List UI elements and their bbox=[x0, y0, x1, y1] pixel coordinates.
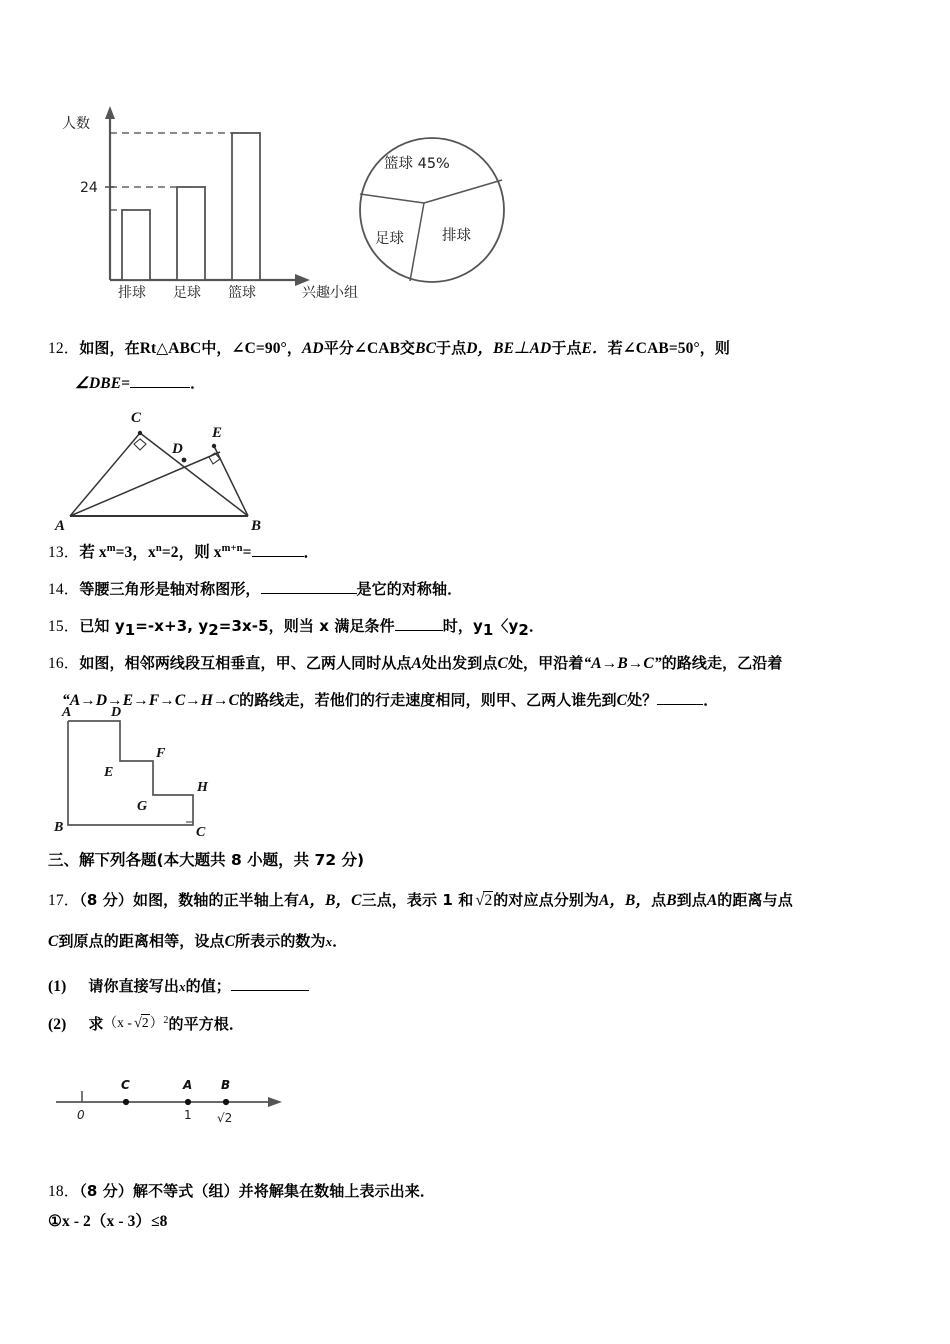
vertex-dot-d bbox=[182, 458, 187, 463]
statistics-svg bbox=[52, 88, 552, 313]
q12-text-g: 平分 bbox=[323, 339, 354, 357]
q15-sub-3: 1 bbox=[482, 621, 494, 640]
q12-answer-blank[interactable] bbox=[130, 387, 190, 388]
staircase-label-g: G bbox=[137, 799, 148, 814]
bar-basketball bbox=[232, 133, 260, 280]
q12-number: 12． bbox=[48, 340, 80, 357]
y-tick-24: 24 bbox=[80, 180, 98, 196]
q12-be-ad: BE⊥AD bbox=[493, 340, 552, 357]
figure-statistics-charts bbox=[52, 88, 552, 313]
q16-text-c: 处出发到点 bbox=[421, 654, 498, 672]
q17-part2-exponent: 2 bbox=[163, 1015, 169, 1026]
bar-soccer bbox=[177, 187, 205, 280]
q15-answer-blank[interactable] bbox=[395, 630, 443, 631]
q17-text-b2: 到原点的距离相等，设点 bbox=[58, 932, 225, 950]
q15-period: ． bbox=[528, 617, 545, 635]
q13-sup-mn: m+n bbox=[221, 543, 243, 554]
q14-number: 14． bbox=[48, 581, 80, 598]
pie-label-soccer: 足球 bbox=[375, 231, 404, 247]
point-c-dot bbox=[123, 1099, 129, 1105]
q13-sup-m: m bbox=[106, 543, 116, 554]
q13-number: 13． bbox=[48, 544, 80, 562]
question-14 bbox=[48, 578, 462, 602]
pie-chart bbox=[360, 138, 504, 282]
q12-text-r: ，则 bbox=[699, 339, 730, 357]
question-16-line1 bbox=[48, 652, 782, 676]
bar-label-volleyball: 排球 bbox=[118, 285, 146, 301]
q12-text-p: 若 bbox=[607, 339, 623, 357]
figure-triangle-abc bbox=[48, 398, 328, 538]
q12-text-n: 于点 bbox=[551, 339, 582, 357]
q12-period: ． bbox=[190, 374, 206, 392]
q17-part1-label: (1) bbox=[48, 978, 67, 995]
q17-text-a: 如图，数轴的正半轴上有 bbox=[132, 891, 300, 909]
q12-angle-c: ∠C=90° bbox=[231, 340, 287, 357]
q17-sqrt2-inline bbox=[473, 888, 493, 913]
q17-text-d2: 所表示的数为 bbox=[235, 932, 326, 950]
q12-ad: AD bbox=[301, 340, 324, 357]
q17-part2-radicand: 2 bbox=[141, 1015, 149, 1031]
q18-inequality-1: ①x - 2（x - 3）≤8 bbox=[48, 1213, 168, 1230]
right-angle-mark-c bbox=[134, 439, 146, 450]
staircase-outline bbox=[68, 721, 193, 825]
q17-point-c2: C bbox=[48, 933, 59, 950]
staircase-label-e: E bbox=[104, 765, 114, 780]
q12-answer-prompt: ∠DBE= bbox=[75, 375, 131, 392]
question-17-line1 bbox=[48, 888, 793, 913]
q12-rt-abc: Rt△ABC bbox=[139, 340, 202, 357]
q13-period: ． bbox=[303, 544, 320, 562]
q15-text-e: 〈y bbox=[493, 617, 519, 635]
q17-part2-text-b: 的平方根． bbox=[168, 1015, 244, 1034]
q12-text-i: 交 bbox=[400, 339, 416, 357]
x-axis-label: 兴趣小组 bbox=[302, 285, 358, 301]
q17-text-c: 三点，表示 1 和 bbox=[361, 891, 474, 909]
q17-part1-text-b: 的值； bbox=[185, 977, 231, 995]
question-15 bbox=[48, 615, 544, 642]
q12-text-e: ， bbox=[286, 339, 302, 357]
q13-sup-n: n bbox=[155, 543, 162, 554]
tick-label-1: 1 bbox=[184, 1108, 192, 1122]
q17-point-a: A bbox=[706, 892, 718, 909]
radical-sign-icon-2: √ bbox=[134, 1015, 142, 1032]
q15-sub-2: 2 bbox=[208, 621, 219, 640]
label-c: C bbox=[131, 410, 142, 426]
staircase-label-h: H bbox=[197, 780, 208, 795]
q17-part1-text-a: 请你直接写出 bbox=[88, 977, 179, 995]
q16-route-yi: “A→D→E→F→C→H→C bbox=[62, 692, 240, 709]
vertex-dot-c bbox=[138, 431, 142, 435]
q13-text-b: =3，x bbox=[115, 544, 156, 562]
triangle-svg bbox=[48, 398, 328, 533]
question-17-line2 bbox=[48, 930, 347, 954]
q15-text-a: 已知 y bbox=[79, 617, 125, 635]
q15-text-b: =-x+3, y bbox=[135, 617, 209, 635]
pie-label-basketball: 篮球 45% bbox=[384, 156, 450, 172]
q17-point-b: B bbox=[666, 892, 677, 909]
q18-number: 18． bbox=[48, 1183, 80, 1200]
q16-text-a: 如图，相邻两线段互相垂直，甲、乙两人同时从点 bbox=[79, 654, 412, 672]
q13-text-c: =2，则 x bbox=[161, 544, 222, 562]
q17-variable-x: x bbox=[325, 934, 333, 949]
point-b-dot bbox=[223, 1099, 229, 1105]
label-d: D bbox=[172, 441, 183, 457]
staircase-label-b: B bbox=[54, 820, 64, 835]
question-12-line1 bbox=[48, 337, 730, 361]
number-line-arrow bbox=[268, 1097, 282, 1107]
tick-label-sqrt2: √2 bbox=[217, 1111, 233, 1125]
staircase-label-d: D bbox=[111, 705, 122, 720]
q16-answer-blank[interactable] bbox=[657, 704, 703, 705]
staircase-label-c: C bbox=[196, 825, 206, 838]
q17-point-c3: C bbox=[224, 933, 236, 950]
bar-label-basketball: 篮球 bbox=[228, 285, 256, 301]
segment-ac bbox=[70, 433, 140, 516]
q17-points-abc: A，B，C bbox=[299, 892, 362, 909]
q17-part2-label: (2) bbox=[48, 1016, 67, 1034]
q17-part2-text-a: 求 bbox=[88, 1015, 104, 1034]
q12-point-d: D， bbox=[466, 340, 494, 357]
q12-bc: BC bbox=[415, 340, 437, 357]
q17-part2-sqrt bbox=[132, 1013, 150, 1035]
q12-text-c: 中， bbox=[201, 339, 232, 357]
bar-label-soccer: 足球 bbox=[173, 285, 201, 301]
q14-text-a: 等腰三角形是轴对称图形， bbox=[79, 580, 261, 598]
q17-text-j: 的距离与点 bbox=[717, 891, 793, 909]
q13-text-a: 若 x bbox=[79, 544, 107, 562]
pie-label-volleyball: 排球 bbox=[442, 228, 471, 244]
section-heading: 三、解下列各题(本大题共 8 小题，共 72 分) bbox=[48, 851, 365, 869]
q12-text-k: 于点 bbox=[436, 339, 467, 357]
staircase-svg bbox=[48, 703, 258, 838]
question-18-line1 bbox=[48, 1180, 435, 1204]
q16-number: 16． bbox=[48, 655, 80, 672]
q16-point-a: A bbox=[411, 655, 422, 672]
q15-number: 15． bbox=[48, 618, 80, 635]
label-e: E bbox=[212, 425, 223, 441]
question-13 bbox=[48, 541, 319, 565]
point-c-label: C bbox=[121, 1078, 130, 1092]
q13-answer-blank[interactable] bbox=[252, 556, 304, 557]
q14-text-b: 是它的对称轴． bbox=[356, 580, 463, 598]
q17-score: （8 分） bbox=[79, 891, 133, 909]
q17-text-d: 的对应点分别为 bbox=[493, 891, 599, 909]
figure-staircase bbox=[48, 703, 258, 843]
q16-period: ． bbox=[703, 691, 719, 709]
segment-cb bbox=[140, 433, 248, 516]
origin-label: 0 bbox=[77, 1108, 85, 1122]
point-b-label: B bbox=[221, 1078, 231, 1092]
q12-point-e: E． bbox=[581, 340, 608, 357]
q16-point-c: C bbox=[497, 655, 508, 672]
q16-text-g: 的路线走，乙沿着 bbox=[661, 654, 783, 672]
point-a-label: A bbox=[183, 1078, 193, 1092]
number-line-svg bbox=[48, 1078, 308, 1138]
q14-answer-blank[interactable] bbox=[261, 593, 357, 594]
question-18-line2 bbox=[48, 1210, 167, 1234]
segment-be bbox=[214, 446, 248, 516]
q17-part1-x: x bbox=[178, 979, 186, 994]
q18-score: （8 分） bbox=[79, 1182, 133, 1200]
staircase-label-f: F bbox=[156, 746, 166, 761]
q15-text-d: 时，y bbox=[442, 617, 483, 635]
y-axis-arrow bbox=[105, 106, 115, 119]
q17-text-f: 点 bbox=[651, 891, 667, 909]
q16-text-e: 处，甲沿着 bbox=[507, 654, 584, 672]
q17-text-h: 到点 bbox=[676, 891, 707, 909]
vertex-dot-e bbox=[212, 444, 216, 448]
q12-angle-cab: ∠CAB bbox=[353, 340, 401, 357]
label-b: B bbox=[251, 518, 262, 533]
q17-period: ． bbox=[332, 932, 348, 950]
q16-text-d2: 处？ bbox=[627, 691, 658, 709]
y-axis-label: 人数 bbox=[62, 116, 90, 132]
q18-text-a: 解不等式（组）并将解集在数轴上表示出来． bbox=[132, 1182, 435, 1200]
question-17-part1 bbox=[48, 975, 309, 999]
q12-angle-cab-50: ∠CAB=50° bbox=[622, 340, 700, 357]
bar-volleyball bbox=[122, 210, 150, 280]
question-12-line2 bbox=[75, 372, 205, 396]
segment-ad-e bbox=[70, 452, 220, 516]
q17-radicand: 2 bbox=[484, 892, 493, 909]
q16-route-jia: “A→B→C” bbox=[583, 655, 662, 672]
q16-point-c2: C bbox=[616, 692, 628, 709]
radical-sign-icon: √ bbox=[475, 891, 485, 909]
q15-sub-4: 2 bbox=[518, 621, 529, 640]
q12-text-a: 如图，在 bbox=[79, 339, 140, 357]
q17-part2-expr-close: ） bbox=[149, 1015, 164, 1031]
label-a: A bbox=[55, 518, 66, 533]
q16-text-b2: 的路线走，若他们的行走速度相同，则甲、乙两人谁先到 bbox=[239, 691, 617, 709]
q17-part1-answer-blank[interactable] bbox=[231, 990, 309, 991]
q15-sub-1: 1 bbox=[124, 621, 136, 640]
staircase-label-a: A bbox=[62, 705, 72, 720]
q13-text-d: = bbox=[242, 544, 252, 562]
question-17-part2 bbox=[48, 1013, 244, 1037]
figure-number-line bbox=[48, 1078, 308, 1143]
q17-number: 17． bbox=[48, 892, 80, 909]
q15-text-c: =3x-5，则当 x 满足条件 bbox=[218, 617, 395, 635]
q17-ab: A，B， bbox=[599, 892, 652, 909]
q17-part2-expr-open: （x - bbox=[103, 1015, 133, 1031]
point-a-dot bbox=[185, 1099, 191, 1105]
